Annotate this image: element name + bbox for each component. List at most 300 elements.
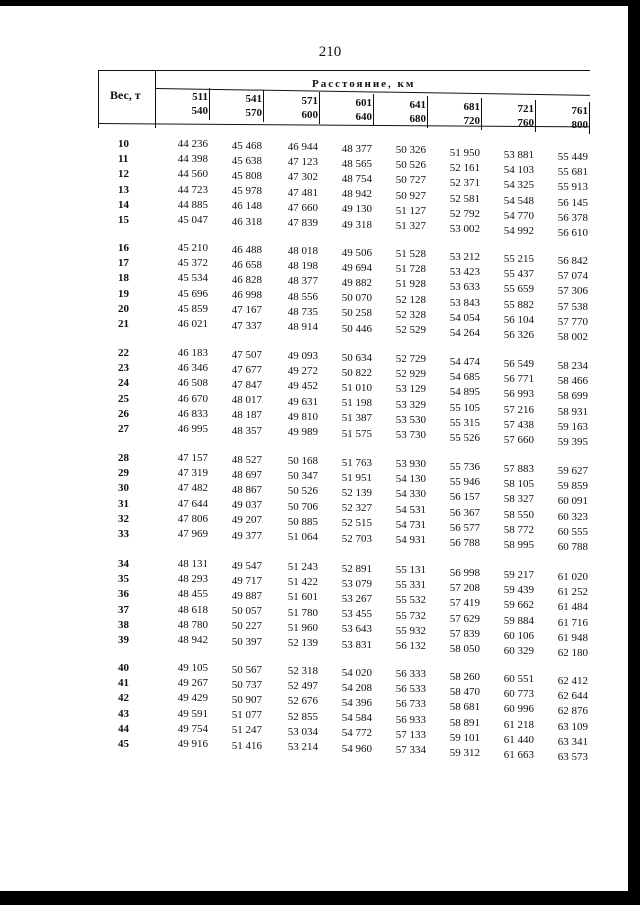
table-cell: 58 327 [503,493,534,506]
table-cell: 57 334 [395,744,426,756]
table-cell: 51 575 [341,427,372,440]
table-cell: 51 601 [287,591,318,604]
table-cell: 49 717 [231,574,262,587]
table-cell: 53 423 [449,266,480,279]
distance-range-1 [154,90,208,118]
table-cell: 61 663 [503,749,534,761]
table-cell: 60 551 [503,673,534,685]
table-cell: 60 323 [557,510,588,523]
table-cell: 49 631 [287,395,318,408]
table-cell: 59 859 [557,480,588,493]
scan-edge-bottom [0,891,640,905]
table-cell: 46 346 [177,362,208,375]
table-cell: 57 216 [503,403,534,416]
table-cell: 55 437 [503,268,534,281]
table-cell: 51 950 [449,147,480,159]
row-weight: 43 [118,707,129,720]
table-cell: 46 658 [231,258,262,271]
table-cell: 52 161 [449,162,480,175]
table-cell: 44 885 [177,198,208,211]
row-weight: 39 [118,634,129,646]
table-cell: 45 978 [231,185,262,198]
table-cell: 47 847 [231,378,262,391]
table-cell: 57 438 [503,418,534,431]
distance-range-6 [426,100,480,128]
row-weight: 11 [118,153,129,166]
distance-header: Расстояние, км [312,78,416,90]
range-to: 640 [355,111,372,123]
table-cell: 48 735 [287,305,318,318]
table-cell: 47 319 [177,467,208,480]
table-cell: 48 556 [287,290,318,303]
header-top-rule [98,70,590,71]
table-cell: 59 163 [557,420,588,433]
table-cell: 56 367 [449,506,480,519]
table-cell: 62 180 [557,647,588,659]
table-cell: 57 770 [557,315,588,328]
table-cell: 51 951 [341,471,372,484]
table-cell: 58 772 [503,523,534,536]
table-cell: 50 737 [231,678,262,691]
distance-range-8 [534,104,588,132]
table-cell: 50 526 [395,159,426,172]
table-cell: 56 610 [557,227,588,239]
table-cell: 63 109 [557,720,588,733]
table-cell: 48 697 [231,468,262,481]
table-cell: 59 217 [503,569,534,581]
table-cell: 52 581 [449,192,480,205]
table-cell: 52 855 [287,710,318,723]
table-cell: 54 931 [395,534,426,546]
distance-range-4 [318,96,372,124]
table-cell: 61 020 [557,571,588,583]
table-cell: 49 694 [341,261,372,274]
table-cell: 52 328 [395,308,426,321]
table-cell: 53 002 [449,223,480,235]
table-cell: 59 395 [557,436,588,448]
table-cell: 54 264 [449,327,480,339]
table-cell: 51 528 [395,248,426,260]
table-cell: 56 933 [395,713,426,726]
table-cell: 58 002 [557,331,588,343]
table-cell: 53 530 [395,413,426,426]
table-cell: 58 260 [449,671,480,683]
table-cell: 47 660 [287,201,318,214]
table-cell: 52 676 [287,695,318,708]
table-cell: 54 548 [503,194,534,207]
table-cell: 51 763 [341,456,372,469]
table-cell: 51 928 [395,278,426,291]
table-cell: 47 507 [231,348,262,361]
table-cell: 49 547 [231,559,262,572]
table-cell: 58 234 [557,360,588,372]
table-cell: 52 497 [287,680,318,693]
range-to: 720 [463,115,480,127]
table-cell: 53 643 [341,623,372,636]
table-cell: 53 267 [341,592,372,605]
table-cell: 60 996 [503,703,534,716]
distance-range-2 [208,92,262,120]
scan-edge-right [628,0,640,905]
table-cell: 47 337 [231,319,262,332]
table-cell: 51 780 [287,606,318,619]
range-to: 600 [301,109,318,121]
table-cell: 49 591 [177,707,208,720]
table-cell: 47 482 [177,482,208,495]
table-cell: 49 207 [231,514,262,527]
table-cell: 45 047 [177,214,208,226]
table-cell: 55 105 [449,401,480,414]
table-cell: 48 131 [177,558,208,570]
table-cell: 63 341 [557,735,588,748]
table-cell: 61 484 [557,601,588,614]
table-cell: 56 145 [557,196,588,209]
row-weight: 22 [118,347,129,359]
table-cell: 56 993 [503,388,534,401]
table-cell: 61 716 [557,616,588,629]
table-cell: 55 215 [503,253,534,265]
table-cell: 52 371 [449,177,480,190]
table-cell: 52 128 [395,293,426,306]
table-cell: 48 198 [287,260,318,273]
range-from: 681 [463,101,480,113]
table-cell: 54 054 [449,311,480,324]
table-cell: 49 318 [341,218,372,231]
table-cell: 62 876 [557,705,588,718]
table-cell: 58 681 [449,701,480,714]
table-cell: 47 167 [231,304,262,317]
table-cell: 56 533 [395,683,426,696]
table-cell: 56 577 [449,521,480,534]
table-cell: 49 754 [177,722,208,735]
table-cell: 60 091 [557,495,588,508]
table-cell: 57 208 [449,582,480,595]
table-cell: 51 247 [231,724,262,737]
table-cell: 50 397 [231,635,262,648]
table-cell: 49 267 [177,677,208,690]
range-divider [589,102,590,134]
table-cell: 48 018 [287,245,318,257]
table-cell: 53 129 [395,383,426,396]
table-cell: 53 930 [395,458,426,470]
row-weight: 17 [118,257,129,270]
range-from: 541 [245,93,262,105]
table-cell: 56 998 [449,567,480,579]
table-cell: 48 377 [341,142,372,155]
table-cell: 48 565 [341,157,372,170]
table-cell: 50 907 [231,693,262,706]
table-cell: 47 481 [287,186,318,199]
table-cell: 49 037 [231,499,262,512]
table-cell: 50 326 [395,144,426,156]
table-cell: 56 157 [449,491,480,504]
table-cell: 53 079 [341,577,372,590]
table-cell: 54 103 [503,164,534,177]
table-cell: 48 754 [341,172,372,185]
row-weight: 36 [118,588,129,601]
table-cell: 58 995 [503,539,534,551]
table-cell: 48 527 [231,453,262,466]
range-from: 511 [192,91,208,103]
table-cell: 57 306 [557,285,588,298]
table-cell: 59 312 [449,747,480,759]
table-cell: 56 132 [395,640,426,652]
range-to: 800 [571,119,588,131]
row-weight: 34 [118,558,129,570]
table-cell: 53 212 [449,251,480,263]
table-cell: 57 629 [449,612,480,625]
row-weight: 31 [118,497,129,510]
table-cell: 54 474 [449,356,480,368]
table-cell: 46 828 [231,273,262,286]
table-cell: 54 960 [341,742,372,755]
table-cell: 54 895 [449,386,480,399]
table-cell: 52 515 [341,517,372,530]
table-cell: 49 810 [287,410,318,423]
table-cell: 55 913 [557,181,588,194]
table-cell: 49 093 [287,350,318,362]
table-cell: 46 998 [231,289,262,302]
table-cell: 53 214 [287,741,318,753]
table-cell: 55 659 [503,283,534,296]
table-cell: 45 372 [177,257,208,270]
table-cell: 45 534 [177,272,208,285]
table-cell: 53 843 [449,296,480,309]
row-weight: 19 [118,287,129,300]
table-cell: 46 318 [231,215,262,228]
table-cell: 52 703 [341,532,372,545]
table-cell: 44 560 [177,168,208,181]
table-cell: 52 327 [341,502,372,515]
table-cell: 58 931 [557,405,588,418]
row-weight: 27 [118,423,129,435]
table-cell: 46 670 [177,392,208,405]
range-from: 601 [355,97,372,109]
table-cell: 47 806 [177,512,208,525]
row-weight: 26 [118,407,129,420]
table-cell: 49 506 [341,246,372,259]
table-cell: 55 932 [395,624,426,637]
table-cell: 56 733 [395,698,426,711]
table-cell: 48 187 [231,409,262,422]
table-cell: 53 034 [287,725,318,738]
table-cell: 52 318 [287,665,318,677]
table-cell: 51 198 [341,397,372,410]
table-cell: 52 139 [287,637,318,649]
table-cell: 53 730 [395,429,426,441]
row-weight: 37 [118,603,129,616]
table-cell: 49 887 [231,589,262,602]
table-cell: 50 057 [231,605,262,618]
table-cell: 49 882 [341,276,372,289]
table-cell: 52 139 [341,486,372,499]
table-cell: 53 831 [341,638,372,651]
table-cell: 57 660 [503,434,534,446]
table-cell: 49 452 [287,380,318,393]
table-cell: 56 549 [503,358,534,370]
table-cell: 49 429 [177,692,208,705]
row-weight: 25 [118,392,129,405]
table-cell: 59 439 [503,584,534,597]
table-cell: 49 272 [287,365,318,378]
table-cell: 49 989 [287,426,318,438]
table-cell: 55 732 [395,609,426,622]
table-cell: 56 378 [557,211,588,224]
page-number: 210 [318,44,342,60]
table-cell: 48 455 [177,588,208,601]
table-cell: 50 168 [287,455,318,467]
table-cell: 61 440 [503,733,534,746]
table-cell: 45 696 [177,287,208,300]
table-cell: 45 210 [177,242,208,254]
table-cell: 48 867 [231,483,262,496]
row-weight: 15 [118,214,129,226]
table-cell: 50 706 [287,500,318,513]
table-cell: 54 685 [449,371,480,384]
table-cell: 54 770 [503,209,534,222]
table-cell: 47 839 [287,217,318,229]
table-cell: 44 236 [177,138,208,150]
table-cell: 56 842 [557,255,588,267]
table-cell: 52 729 [395,353,426,365]
range-from: 571 [301,95,318,107]
distance-range-7 [480,102,534,130]
table-cell: 58 466 [557,375,588,388]
row-weight: 42 [118,692,129,705]
table-cell: 60 106 [503,629,534,642]
table-cell: 46 183 [177,347,208,359]
table-cell: 60 555 [557,525,588,538]
table-cell: 51 387 [341,412,372,425]
table-cell: 55 131 [395,564,426,576]
table-cell: 61 252 [557,586,588,599]
table-cell: 50 446 [341,322,372,335]
header-left-rule [98,70,99,128]
row-weight: 21 [118,318,129,330]
table-cell: 57 133 [395,728,426,741]
distance-range-3 [264,94,318,122]
table-cell: 54 772 [341,727,372,740]
row-weight: 33 [118,528,129,540]
row-weight: 10 [118,138,129,150]
table-cell: 55 331 [395,579,426,592]
table-cell: 48 914 [287,321,318,333]
table-cell: 50 258 [341,307,372,320]
table-cell: 58 550 [503,508,534,521]
row-weight: 18 [118,272,129,285]
row-weight: 44 [118,722,129,735]
table-cell: 45 859 [177,302,208,315]
table-cell: 50 634 [341,351,372,364]
row-weight: 24 [118,377,129,390]
weight-column-header: Вес, т [110,88,141,102]
table-cell: 52 891 [341,562,372,575]
row-weight: 30 [118,482,129,495]
table-cell: 47 969 [177,528,208,540]
table-cell: 54 531 [395,503,426,516]
table-cell: 46 508 [177,377,208,390]
distance-range-5 [372,98,426,126]
table-cell: 48 942 [177,634,208,646]
table-cell: 58 050 [449,643,480,655]
table-cell: 59 627 [557,465,588,477]
table-cell: 51 010 [341,381,372,394]
row-weight: 29 [118,467,129,480]
table-cell: 46 148 [231,200,262,213]
row-weight: 41 [118,677,129,690]
table-cell: 54 208 [341,681,372,694]
table-cell: 51 327 [395,220,426,232]
table-cell: 47 644 [177,497,208,510]
table-cell: 48 377 [287,275,318,288]
table-cell: 55 882 [503,298,534,311]
table-cell: 58 105 [503,478,534,491]
table-cell: 50 567 [231,663,262,676]
table-cell: 48 293 [177,573,208,586]
table-cell: 55 449 [557,151,588,163]
row-weight: 16 [118,242,129,254]
table-cell: 45 808 [231,169,262,182]
table-cell: 56 326 [503,329,534,341]
table-cell: 51 422 [287,576,318,589]
table-cell: 48 942 [341,188,372,201]
table-cell: 54 020 [341,666,372,679]
table-cell: 48 357 [231,424,262,437]
table-cell: 62 412 [557,675,588,687]
table-cell: 51 127 [395,204,426,217]
table-cell: 51 416 [231,739,262,752]
table-cell: 54 731 [395,518,426,531]
table-cell: 56 771 [503,373,534,386]
table-cell: 59 884 [503,614,534,627]
table-cell: 58 470 [449,686,480,699]
row-weight: 28 [118,452,129,464]
table-cell: 52 792 [449,207,480,220]
row-weight: 40 [118,662,129,674]
range-to: 540 [191,105,208,117]
table-cell: 47 302 [287,171,318,184]
table-cell: 55 946 [449,476,480,489]
table-cell: 46 995 [177,423,208,435]
table-cell: 52 929 [395,368,426,381]
table-cell: 53 455 [341,608,372,621]
table-cell: 51 960 [287,621,318,634]
table-cell: 47 123 [287,156,318,169]
table-cell: 59 101 [449,731,480,744]
table-cell: 49 377 [231,529,262,542]
table-cell: 54 325 [503,179,534,192]
row-weight: 23 [118,362,129,375]
table-cell: 50 927 [395,189,426,202]
table-cell: 50 885 [287,515,318,528]
table-cell: 60 788 [557,541,588,553]
table-cell: 44 723 [177,183,208,196]
row-weight: 38 [118,618,129,631]
table-cell: 49 130 [341,203,372,216]
table-cell: 55 315 [449,416,480,429]
row-weight: 13 [118,183,129,196]
table-cell: 53 881 [503,149,534,161]
table-cell: 52 529 [395,324,426,336]
table-cell: 50 347 [287,470,318,483]
range-from: 761 [571,105,588,117]
table-cell: 62 644 [557,690,588,703]
table-cell: 51 064 [287,531,318,543]
row-weight: 20 [118,302,129,315]
table-cell: 56 333 [395,668,426,680]
table-cell: 59 662 [503,599,534,612]
row-weight: 32 [118,512,129,525]
